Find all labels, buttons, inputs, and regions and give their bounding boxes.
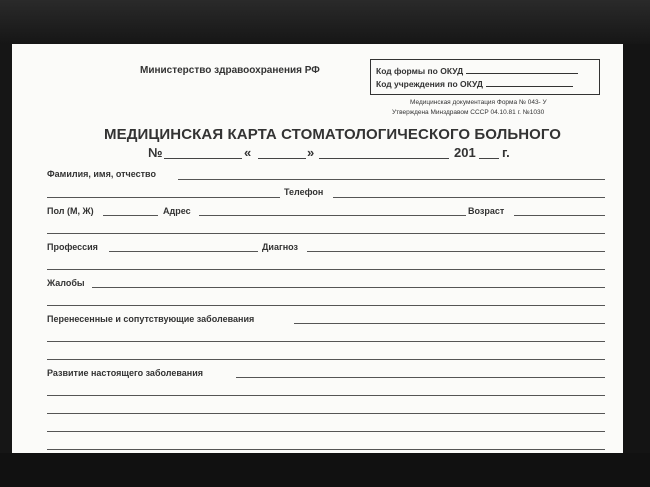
okud-institution-code-row [376, 78, 573, 89]
past-diseases-line-2[interactable] [47, 341, 605, 342]
full-name-field[interactable] [178, 179, 605, 180]
diagnosis-label: Диагноз [262, 242, 298, 252]
quote-close: » [307, 145, 315, 160]
ministry-header: Министерство здравоохранения РФ [140, 65, 320, 76]
year-prefix: 201 [454, 145, 476, 160]
phone-label: Телефон [284, 187, 324, 197]
sex-label: Пол (М, Ж) [47, 206, 94, 216]
complaints-label: Жалобы [47, 278, 85, 288]
quote-open: « [244, 145, 252, 160]
full-name-continuation-field[interactable] [47, 197, 280, 198]
past-diseases-label: Перенесенные и сопутствующие заболевания [47, 314, 255, 324]
slide-bottom-frame [0, 453, 650, 487]
present-disease-line-2[interactable] [47, 395, 605, 396]
slide-right-frame [623, 44, 650, 453]
day-field[interactable] [258, 158, 306, 159]
okud-institution-code-label: Код учреждения по ОКУД [376, 79, 483, 89]
okud-code-box [370, 59, 600, 95]
present-disease-line-3[interactable] [47, 413, 605, 414]
complaints-field[interactable] [92, 287, 605, 288]
sex-field[interactable] [103, 215, 158, 216]
year-field[interactable] [479, 158, 499, 159]
medical-card-form [12, 44, 623, 453]
profession-field[interactable] [109, 251, 258, 252]
slide-top-frame [0, 0, 650, 44]
okud-institution-code-field[interactable] [486, 78, 573, 87]
address-label: Адрес [163, 206, 191, 216]
address-continuation-field[interactable] [47, 233, 605, 234]
complaints-continuation-field[interactable] [47, 305, 605, 306]
medical-documentation-form-note: Медицинская документация Форма № 043- У [410, 99, 547, 106]
number-sign: № [148, 145, 163, 160]
form-title: МЕДИЦИНСКАЯ КАРТА СТОМАТОЛОГИЧЕСКОГО БОЛЬНОГО [104, 126, 562, 143]
diagnosis-continuation-field[interactable] [47, 269, 605, 270]
present-disease-label: Развитие настоящего заболевания [47, 368, 204, 378]
diagnosis-field[interactable] [307, 251, 605, 252]
past-diseases-field[interactable] [294, 323, 605, 324]
present-disease-field[interactable] [236, 377, 605, 378]
past-diseases-line-3[interactable] [47, 359, 605, 360]
age-label: Возраст [468, 206, 505, 216]
full-name-label: Фамилия, имя, отчество [47, 169, 156, 179]
okud-form-code-row [376, 65, 578, 76]
okud-form-code-label: Код формы по ОКУД [376, 66, 464, 76]
address-field[interactable] [199, 215, 466, 216]
slide-left-frame [0, 44, 12, 453]
month-field[interactable] [319, 158, 449, 159]
age-field[interactable] [514, 215, 605, 216]
okud-form-code-field[interactable] [466, 65, 578, 74]
card-number-field[interactable] [164, 158, 242, 159]
year-suffix: г. [502, 145, 510, 160]
profession-label: Профессия [47, 242, 98, 252]
phone-field[interactable] [333, 197, 605, 198]
present-disease-line-5[interactable] [47, 449, 605, 450]
present-disease-line-4[interactable] [47, 431, 605, 432]
approval-note: Утверждена Минздравом СССР 04.10.81 г. №1030 [392, 109, 545, 116]
